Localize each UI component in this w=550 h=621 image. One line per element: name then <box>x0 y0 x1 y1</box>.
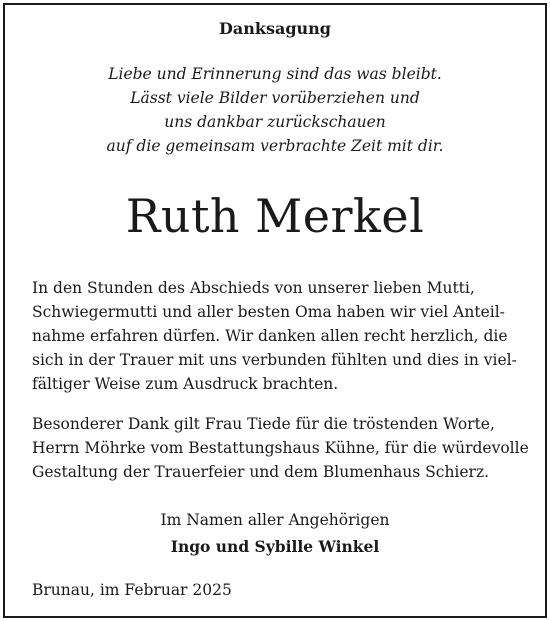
poem-line: Liebe und Erinnerung sind das was bleibt. <box>108 65 442 83</box>
signature-names: Ingo und Sybille Winkel <box>170 537 380 556</box>
poem-line: Lässt viele Bilder vorüberziehen und <box>130 89 420 107</box>
poem-block <box>0 62 550 158</box>
paragraph-line: Besonderer Dank gilt Frau Tiede für die tröstenden Worte, <box>32 415 495 433</box>
poem-line: auf die gemeinsam verbrachte Zeit mit dir. <box>106 137 444 155</box>
poem-line: uns dankbar zurückschauen <box>164 113 386 131</box>
paragraph-line: Herrn Möhrke vom Bestattungshaus Kühne, für die würdevolle <box>32 439 529 457</box>
paragraph-line: nahme erfahren dürfen. Wir danken allen recht herzlich, die <box>32 327 508 345</box>
place-date: Brunau, im Februar 2025 <box>32 581 232 599</box>
signature-intro: Im Namen aller Angehörigen <box>160 511 390 529</box>
thanks-paragraph <box>32 276 522 396</box>
paragraph-line: In den Stunden des Abschieds von unserer lieben Mutti, <box>32 279 475 297</box>
paragraph-line: fältiger Weise zum Ausdruck brachten. <box>32 375 339 393</box>
paragraph-line: Schwiegermutti und aller besten Oma haben wir viel Anteil- <box>32 303 505 321</box>
deceased-name: Ruth Merkel <box>125 189 425 243</box>
notice-heading: Danksagung <box>219 19 331 38</box>
paragraph-line: sich in der Trauer mit uns verbunden fühlten und dies in viel- <box>32 351 517 369</box>
paragraph-line: Gestaltung der Trauerfeier und dem Blumenhaus Schierz. <box>32 463 490 481</box>
special-thanks-paragraph <box>32 412 529 484</box>
